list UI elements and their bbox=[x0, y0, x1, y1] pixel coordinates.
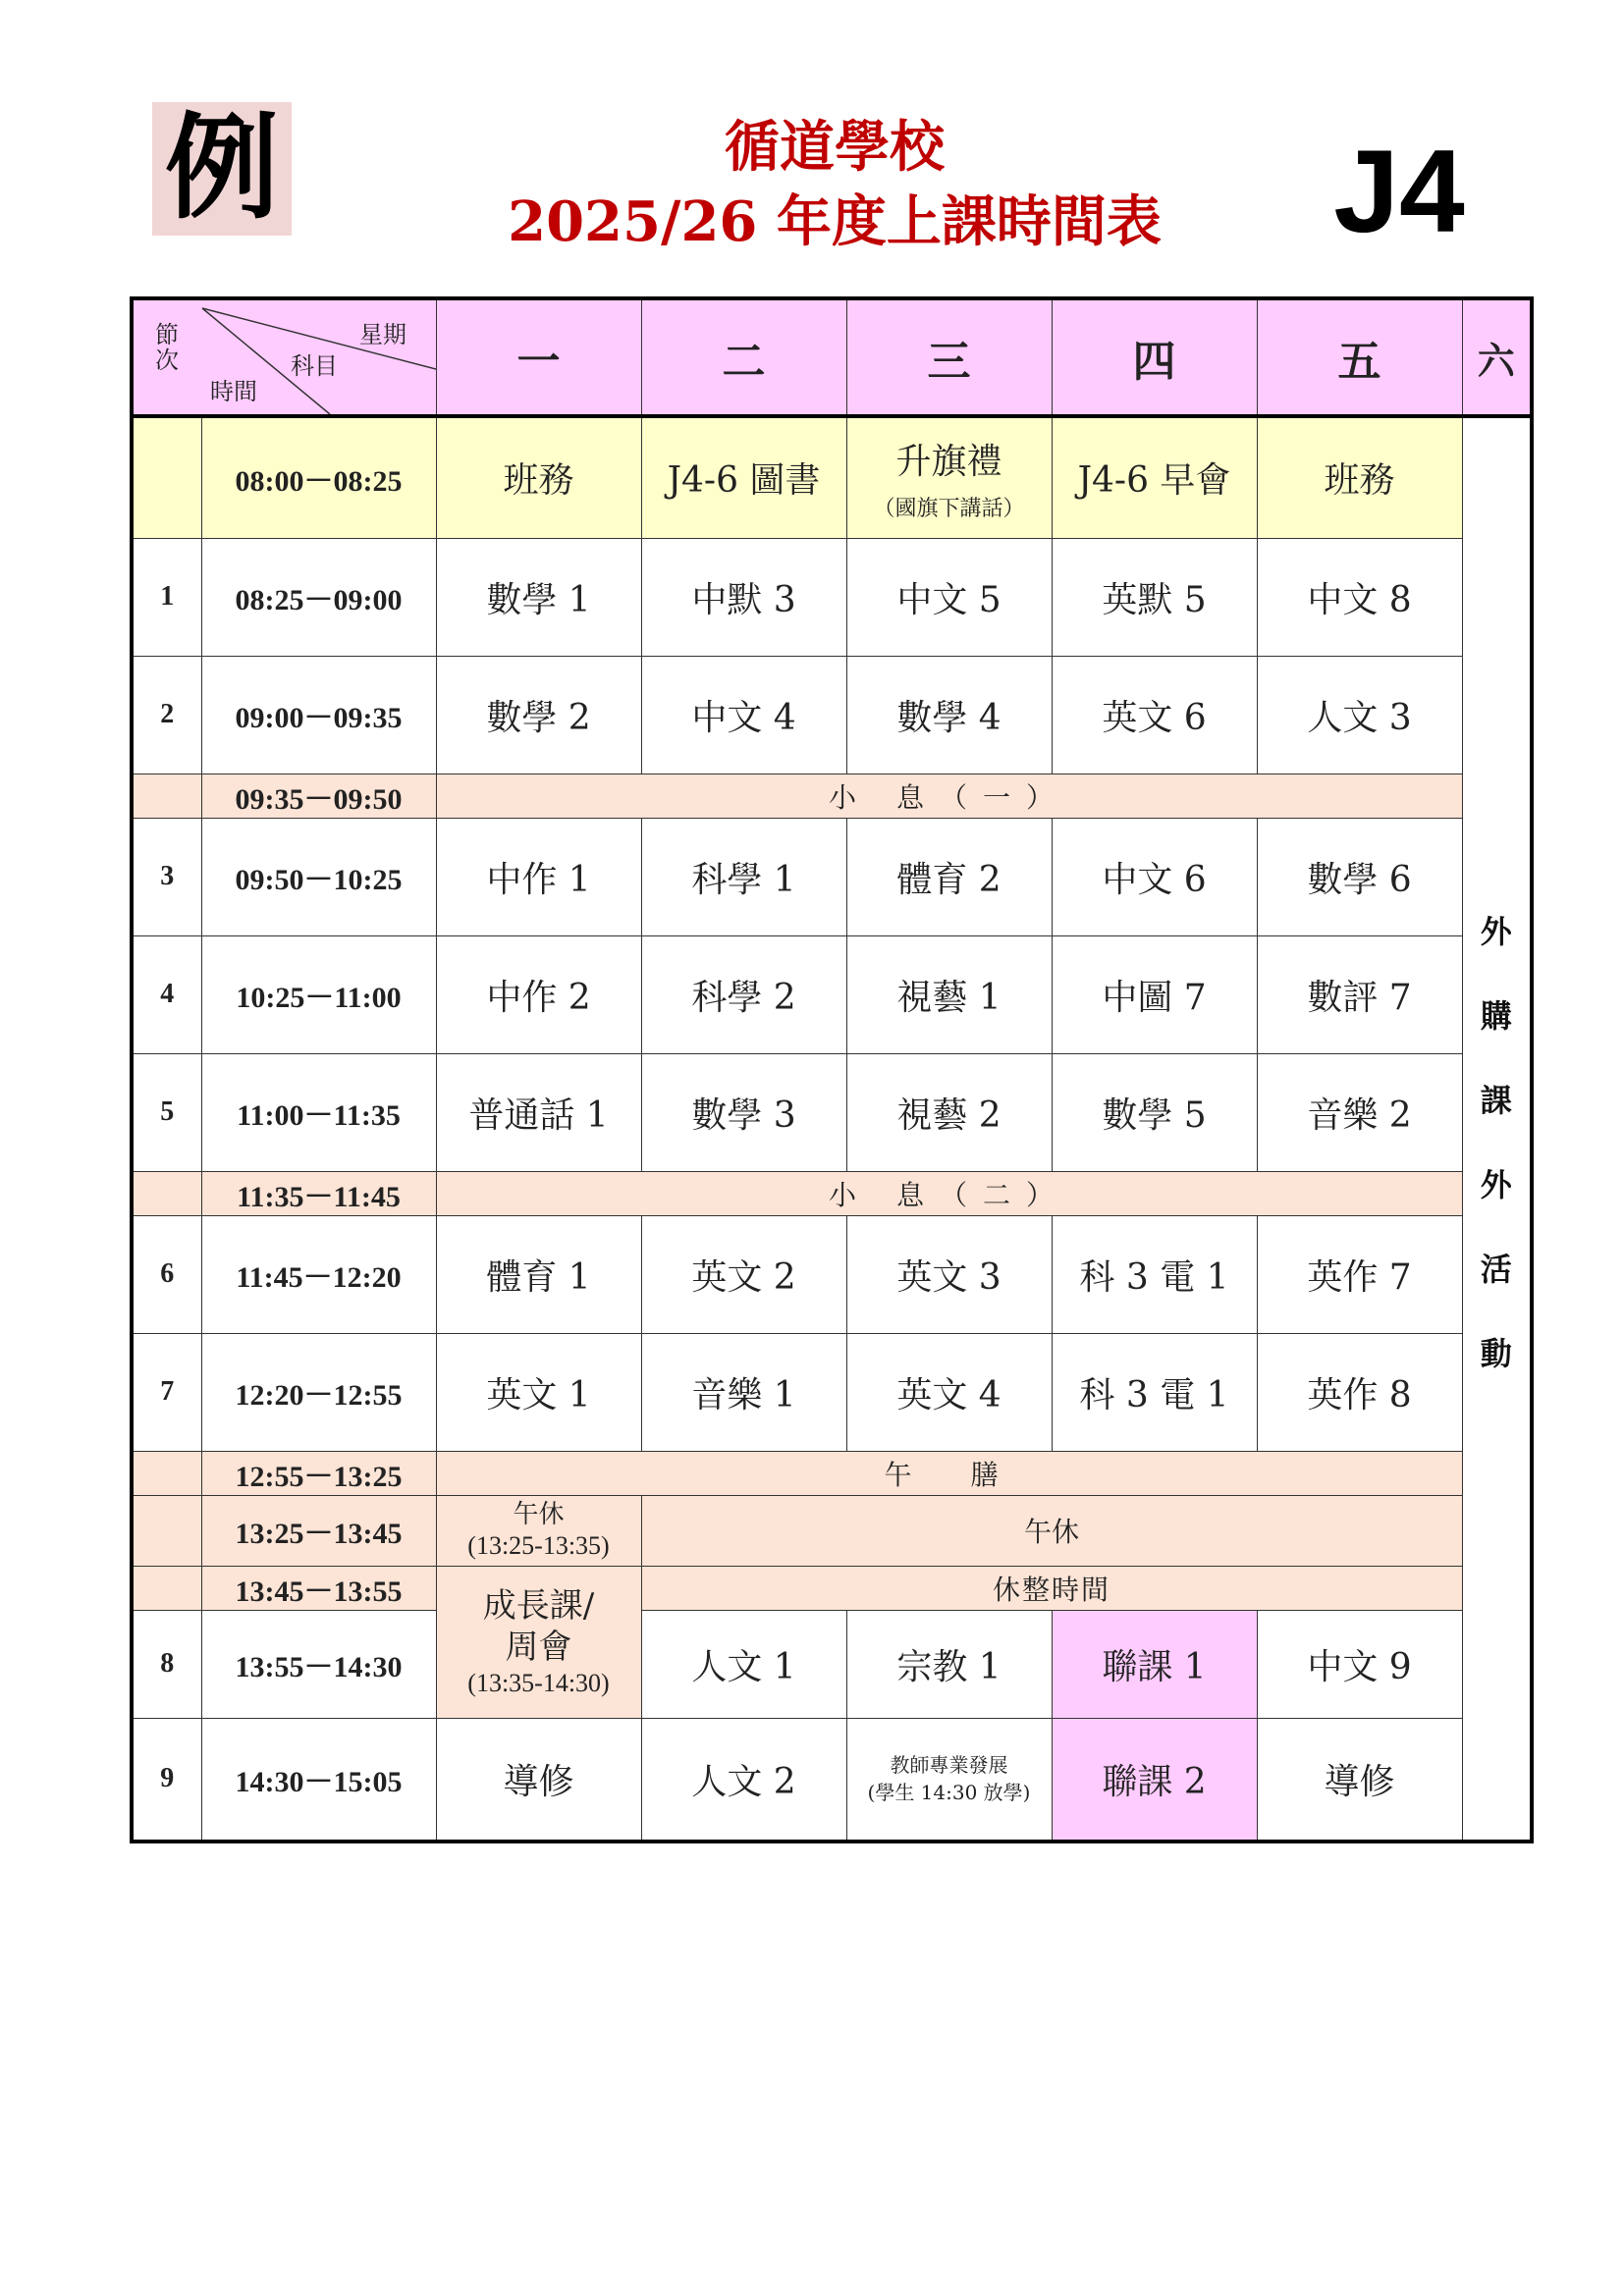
period-row bbox=[132, 818, 1532, 935]
lesson-cell: 中作 1 bbox=[436, 818, 641, 935]
lesson-cell: 導修 bbox=[1257, 1718, 1462, 1842]
lesson-cell: 視藝 1 bbox=[846, 935, 1052, 1053]
lesson-cell: 英文 4 bbox=[846, 1333, 1052, 1451]
lesson-cell: 體育 2 bbox=[846, 818, 1052, 935]
lesson-cell: 導修 bbox=[436, 1718, 641, 1842]
day-mon: 一 bbox=[436, 298, 641, 416]
rest-row bbox=[132, 1495, 1532, 1566]
break-label: 小 息（二） bbox=[436, 1171, 1462, 1215]
period-num: 4 bbox=[132, 935, 201, 1053]
day-thu: 四 bbox=[1052, 298, 1257, 416]
period-num bbox=[132, 1495, 201, 1566]
day-tue: 二 bbox=[641, 298, 846, 416]
lesson-cell: 聯課 2 bbox=[1052, 1718, 1257, 1842]
period-row bbox=[132, 935, 1532, 1053]
lesson-cell: 人文 2 bbox=[641, 1718, 846, 1842]
assembly-wed bbox=[846, 416, 1052, 538]
lesson-cell: 數學 1 bbox=[436, 538, 641, 656]
saturday-activity-note: 外購課外活動 bbox=[1480, 913, 1512, 1372]
period-num: 1 bbox=[132, 538, 201, 656]
timetable bbox=[130, 296, 1534, 1843]
period-num: 2 bbox=[132, 656, 201, 774]
lesson-cell: 中文 5 bbox=[846, 538, 1052, 656]
period-time: 11:45－12:20 bbox=[201, 1215, 436, 1333]
lesson-cell: 中文 9 bbox=[1257, 1610, 1462, 1718]
lesson-cell: 英文 6 bbox=[1052, 656, 1257, 774]
mon-rest-time: (13:25-13:35) bbox=[467, 1531, 610, 1560]
period-num: 3 bbox=[132, 818, 201, 935]
mon-rest-cell bbox=[436, 1495, 641, 1566]
lesson-cell: 科學 2 bbox=[641, 935, 846, 1053]
day-wed: 三 bbox=[846, 298, 1052, 416]
break-row bbox=[132, 1171, 1532, 1215]
day-sat: 六 bbox=[1462, 298, 1532, 416]
period-row bbox=[132, 1718, 1532, 1842]
saturday-column bbox=[1462, 416, 1532, 1842]
lesson-cell: 人文 1 bbox=[641, 1610, 846, 1718]
lesson-cell: 體育 1 bbox=[436, 1215, 641, 1333]
period-num bbox=[132, 1451, 201, 1495]
period-row bbox=[132, 1333, 1532, 1451]
period-num: 5 bbox=[132, 1053, 201, 1171]
period-time: 08:25－09:00 bbox=[201, 538, 436, 656]
period-row bbox=[132, 538, 1532, 656]
period-row bbox=[132, 656, 1532, 774]
day-fri: 五 bbox=[1257, 298, 1462, 416]
teacher-dev-line1: 教師專業發展 bbox=[890, 1753, 1008, 1778]
period-time: 11:00－11:35 bbox=[201, 1053, 436, 1171]
period-num: 6 bbox=[132, 1215, 201, 1333]
lesson-cell: 英作 7 bbox=[1257, 1215, 1462, 1333]
break-time: 13:25－13:45 bbox=[201, 1495, 436, 1566]
header-row bbox=[132, 298, 1532, 416]
period-num bbox=[132, 774, 201, 818]
assembly-row bbox=[132, 416, 1532, 538]
growth-class-time: (13:35-14:30) bbox=[467, 1668, 610, 1697]
rest-label: 午休 bbox=[641, 1495, 1462, 1566]
flag-raising: 升旗禮 bbox=[895, 441, 1002, 482]
lesson-cell: 英作 8 bbox=[1257, 1333, 1462, 1451]
break-time: 13:45－13:55 bbox=[201, 1566, 436, 1610]
period-num: 7 bbox=[132, 1333, 201, 1451]
lesson-cell: 數學 2 bbox=[436, 656, 641, 774]
period-num bbox=[132, 1566, 201, 1610]
period-time: 12:20－12:55 bbox=[201, 1333, 436, 1451]
period-num bbox=[132, 416, 201, 538]
lesson-cell: 中文 8 bbox=[1257, 538, 1462, 656]
period-row bbox=[132, 1053, 1532, 1171]
break-time: 12:55－13:25 bbox=[201, 1451, 436, 1495]
school-name: 循道學校 bbox=[725, 115, 945, 180]
lesson-cell: 中默 3 bbox=[641, 538, 846, 656]
growth-class-line2: 周會 bbox=[505, 1627, 572, 1667]
lesson-cell: 英默 5 bbox=[1052, 538, 1257, 656]
period-num: 8 bbox=[132, 1610, 201, 1718]
lunch-label: 午 膳 bbox=[436, 1451, 1462, 1495]
teacher-dev-line2: (學生 14:30 放學) bbox=[867, 1781, 1031, 1805]
period-time: 14:30－15:05 bbox=[201, 1718, 436, 1842]
period-time: 10:25－11:00 bbox=[201, 935, 436, 1053]
lesson-cell: 視藝 2 bbox=[846, 1053, 1052, 1171]
corner-time-label: 時間 bbox=[210, 378, 257, 405]
flag-speech-note: （國旗下講話） bbox=[873, 496, 1025, 521]
lesson-cell: 中作 2 bbox=[436, 935, 641, 1053]
lesson-cell: 中圖 7 bbox=[1052, 935, 1257, 1053]
break-time: 09:35－09:50 bbox=[201, 774, 436, 818]
tidy-row bbox=[132, 1566, 1532, 1610]
lesson-cell: 音樂 2 bbox=[1257, 1053, 1462, 1171]
lesson-cell: 科 3 電 1 bbox=[1052, 1333, 1257, 1451]
assembly-thu: J4-6 早會 bbox=[1052, 416, 1257, 538]
lesson-cell: 中文 6 bbox=[1052, 818, 1257, 935]
period-time: 09:00－09:35 bbox=[201, 656, 436, 774]
period-num bbox=[132, 1171, 201, 1215]
lunch-row bbox=[132, 1451, 1532, 1495]
period-time: 08:00－08:25 bbox=[201, 416, 436, 538]
lesson-cell: 普通話 1 bbox=[436, 1053, 641, 1171]
lesson-cell: 數學 3 bbox=[641, 1053, 846, 1171]
period-row bbox=[132, 1610, 1532, 1718]
teacher-dev-cell bbox=[846, 1718, 1052, 1842]
lesson-cell: 數學 6 bbox=[1257, 818, 1462, 935]
lesson-cell: 英文 2 bbox=[641, 1215, 846, 1333]
break-row bbox=[132, 774, 1532, 818]
period-time: 09:50－10:25 bbox=[201, 818, 436, 935]
class-code: J4 bbox=[1333, 126, 1465, 257]
lesson-cell: 數評 7 bbox=[1257, 935, 1462, 1053]
assembly-tue: J4-6 圖書 bbox=[641, 416, 846, 538]
lesson-cell: 科 3 電 1 bbox=[1052, 1215, 1257, 1333]
lesson-cell: 宗教 1 bbox=[846, 1610, 1052, 1718]
mon-rest-label: 午休 bbox=[513, 1500, 565, 1529]
lesson-cell: 英文 3 bbox=[846, 1215, 1052, 1333]
assembly-fri: 班務 bbox=[1257, 416, 1462, 538]
break-label: 小 息（一） bbox=[436, 774, 1462, 818]
lesson-cell: 人文 3 bbox=[1257, 656, 1462, 774]
example-mark: 例 bbox=[152, 102, 292, 236]
lesson-cell: 數學 5 bbox=[1052, 1053, 1257, 1171]
corner-weekday-label: 星期 bbox=[359, 321, 406, 348]
period-time: 13:55－14:30 bbox=[201, 1610, 436, 1718]
corner-subject-label: 科目 bbox=[291, 352, 338, 380]
lesson-cell: 數學 4 bbox=[846, 656, 1052, 774]
lesson-cell: 音樂 1 bbox=[641, 1333, 846, 1451]
period-num: 9 bbox=[132, 1718, 201, 1842]
lesson-cell: 中文 4 bbox=[641, 656, 846, 774]
period-row bbox=[132, 1215, 1532, 1333]
timetable-title: 2025/26 年度上課時間表 bbox=[508, 189, 1162, 254]
corner-period-label: 節次 bbox=[155, 321, 179, 374]
corner-cell bbox=[132, 298, 436, 416]
lesson-cell: 英文 1 bbox=[436, 1333, 641, 1451]
assembly-mon: 班務 bbox=[436, 416, 641, 538]
lesson-cell: 科學 1 bbox=[641, 818, 846, 935]
lesson-cell: 聯課 1 bbox=[1052, 1610, 1257, 1718]
growth-class-cell bbox=[436, 1566, 641, 1718]
break-time: 11:35－11:45 bbox=[201, 1171, 436, 1215]
tidy-label: 休整時間 bbox=[641, 1566, 1462, 1610]
growth-class-line1: 成長課/ bbox=[482, 1585, 595, 1626]
